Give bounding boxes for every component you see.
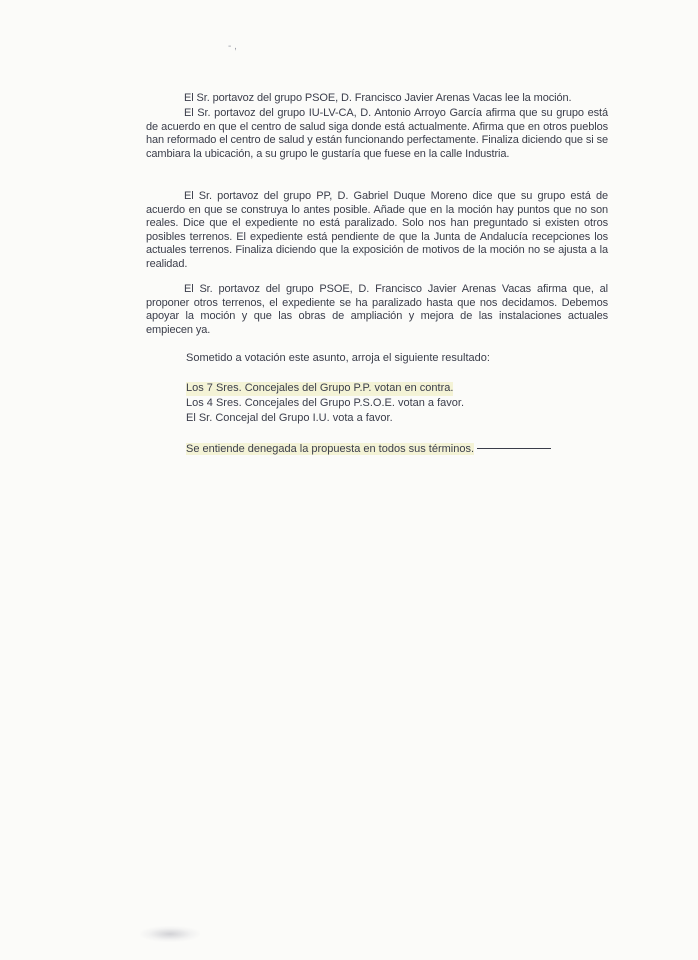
paragraph-psoe-statement: El Sr. portavoz del grupo PSOE, D. Francisco Javier Arenas Vacas afirma que, al proponer otros terrenos, el expediente se ha paralizado hasta que nos decidamos. Debemos apoyar la moción y que las obras de ampliación y mejora de las instalaciones actuales empiecen ya.: [146, 283, 608, 336]
scan-smudge: [140, 926, 200, 942]
vote-result-pp: Los 7 Sres. Concejales del Grupo P.P. votan en contra.: [186, 382, 454, 394]
paragraph-psoe-reads-motion: El Sr. portavoz del grupo PSOE, D. Francisco Javier Arenas Vacas lee la moción.: [184, 92, 572, 104]
paragraph-pp-statement: El Sr. portavoz del grupo PP, D. Gabriel Duque Moreno dice que su grupo está de acuerdo en que se construya lo antes posible. Añade que en la moción hay puntos que no son reales. Dice que el expediente no está paralizado. Solo nos han preguntado si existen otros posibles terrenos. El expediente está pendiente de que la Junta de Andalucía recepciones los actuales terrenos. Finaliza diciendo que la exposición de motivos de la moción no se ajusta a la realidad.: [146, 190, 608, 270]
intervention-psoe: [146, 283, 608, 337]
paragraph-iu-statement: El Sr. portavoz del grupo IU-LV-CA, D. Antonio Arroyo García afirma que su grupo está de acuerdo en que el centro de salud siga donde está actualmente. Afirma que en otros pueblos han reformado el centro de salud y están funcionando perfectamente. Finaliza diciendo que si se cambiara la ubicación, a su grupo le gustaría que fuese en la calle Industria.: [146, 107, 608, 160]
intervention-psoe-reading: [146, 92, 608, 106]
scan-mark: - ,: [228, 41, 237, 52]
vote-result-psoe: Los 4 Sres. Concejales del Grupo P.S.O.E. votan a favor.: [186, 397, 465, 409]
vote-result-iu: El Sr. Concejal del Grupo I.U. vota a favor.: [186, 412, 393, 424]
closing-dash-rule: [477, 448, 551, 449]
result-statement: Se entiende denegada la propuesta en todos sus términos.: [186, 443, 475, 455]
intervention-iu: [146, 107, 608, 161]
vote-intro: Sometido a votación este asunto, arroja el siguiente resultado:: [186, 352, 490, 364]
intervention-pp: [146, 190, 608, 271]
result-line: [186, 443, 551, 457]
